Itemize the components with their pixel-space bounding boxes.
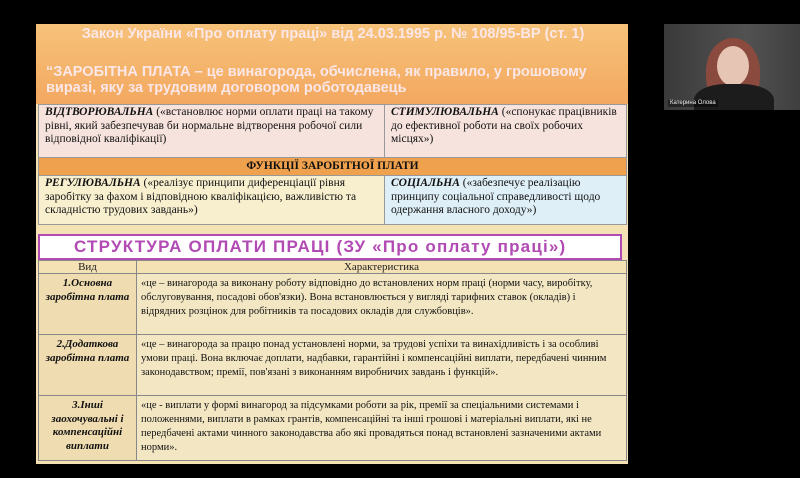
function-reproductive [39, 105, 385, 158]
function-regulating-text: («реалізує принципи диференціації рівня заробітку за фахом і відповідною кваліфікацією, важливістю та складністю трудових завдань») [45, 177, 357, 216]
function-social-title: СОЦІАЛЬНА [391, 177, 460, 189]
row-description: «це - виплати у формі винагород за підсумками роботи за рік, премії за спеціальними системами і положеннями, виплати в рамках грантів, компенсаційні та інші грошові і матеріальні виплати, які не передбачені актами чинного законодавства або які провадяться понад встановлені зазначеними актами норми». [137, 396, 627, 461]
table-row [39, 274, 627, 335]
row-description: «це – винагорода за виконану роботу відповідно до встановлених норм праці (норми часу, виробітку, обслуговування, посадові обов'язки). Вона встановлюється у вигляді тарифних ставок (окладів) і відрядних розцінок для робітників та посадових окладів для службовців». [137, 274, 627, 335]
function-stimulating-text: («спонукає працівників до ефективної роботи на своїх робочих місцях») [391, 106, 617, 145]
row-description: «це – винагорода за працю понад установлені норми, за трудові успіхи та винахідливість і за особливі умови праці. Вона включає доплати, надбавки, гарантійні і компенсаційні виплати, передбачені чинним законодавством; премії, пов'язані з виконанням виробничих завдань і функцій». [137, 335, 627, 396]
function-stimulating [385, 105, 627, 158]
presentation-slide [36, 24, 628, 464]
participant-face [717, 46, 749, 86]
law-title: Закон України «Про оплату праці» від 24.03.1995 р. № 108/95-ВР (ст. 1) [81, 26, 585, 42]
row-type-name: 3.Інші заохочувальні і компенсаційні виплати [39, 396, 137, 461]
slide-header [36, 24, 628, 104]
table-row [39, 396, 627, 461]
wage-definition: “ЗАРОБІТНА ПЛАТА – це винагорода, обчислена, як правило, у грошовому виразі, яку за трудовим договором роботодавець [46, 64, 587, 96]
wage-functions-table [38, 104, 627, 225]
pay-structure-table [38, 260, 627, 461]
function-social [385, 176, 627, 225]
function-stimulating-title: СТИМУЛЮВАЛЬНА [391, 106, 499, 118]
column-header-description: Характеристика [137, 261, 627, 274]
row-type-name: 1.Основна заробітна плата [39, 274, 137, 335]
participant-name-label: Катерина Олова [670, 100, 716, 106]
column-header-type: Вид [39, 261, 137, 274]
function-social-text: («забезпечує реалізацію принципу соціальної справедливості щодо одержання власного доходу») [391, 177, 601, 216]
row-type-name: 2.Додаткова заробітна плата [39, 335, 137, 396]
table-row [39, 335, 627, 396]
function-reproductive-title: ВІДТВОРЮВАЛЬНА [45, 106, 154, 118]
structure-title: СТРУКТУРА ОПЛАТИ ПРАЦІ (ЗУ «Про оплату праці») [38, 234, 622, 260]
functions-header: ФУНКЦІЇ ЗАРОБІТНОЇ ПЛАТИ [39, 158, 627, 176]
function-regulating [39, 176, 385, 225]
function-regulating-title: РЕГУЛЮВАЛЬНА [45, 177, 141, 189]
participant-video-tile[interactable] [664, 24, 800, 110]
function-reproductive-text: («встановлює норми оплати праці на такому рівні, який забезпечував би нормальне відтворення робочої сили відповідної кваліфікації) [45, 106, 374, 145]
